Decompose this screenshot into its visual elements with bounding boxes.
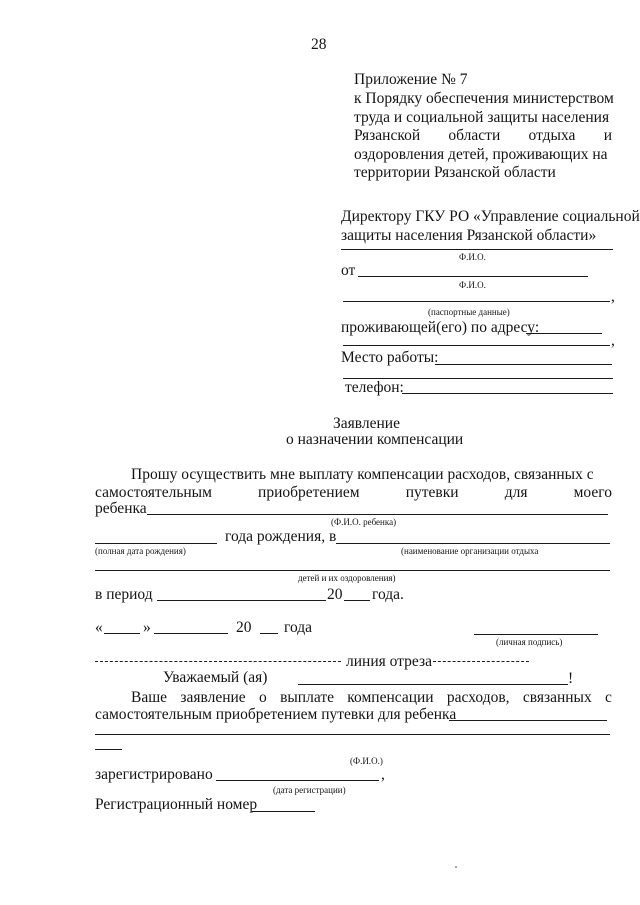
statement-line-2 (95, 485, 612, 501)
notice-child-fill-line-1 (449, 720, 607, 721)
page-number: 28 (311, 36, 327, 53)
signature-caption: (личная подпись) (496, 637, 563, 647)
org-fill-line-2 (95, 570, 610, 571)
appendix-line-3-word: отдыха (528, 127, 576, 144)
cut-line-dash-right (433, 661, 529, 662)
child-fio-caption: (Ф.И.О. ребенка) (331, 517, 397, 527)
address-fill-line-1 (526, 333, 602, 334)
notice-line-1-word: компенсации (347, 689, 434, 706)
notice-fio-caption: (Ф.И.О.) (350, 756, 383, 766)
appendix-line-5: территории Рязанской области (354, 164, 556, 181)
from-fill-line (358, 276, 588, 277)
period-fill-line (157, 600, 326, 601)
date-year-fill-line (260, 633, 278, 634)
notice-line-1 (131, 690, 612, 706)
date-month-fill-line (154, 633, 228, 634)
full-birth-date-caption: (полная дата рождения) (95, 546, 186, 556)
notice-line-1-word: заявление (180, 689, 246, 706)
fio-caption-1: Ф.И.О. (459, 252, 486, 262)
period-year-prefix: 20 (327, 586, 343, 603)
appendix-line-1: к Порядку обеспечения министерством (354, 90, 614, 107)
birth-year-text: года рождения, в (225, 528, 337, 545)
date-open-quote: « (95, 619, 103, 636)
period-year-fill-line (344, 600, 370, 601)
statement-line-2-word: моего (573, 484, 612, 501)
appendix-line-3-word: области (448, 127, 501, 144)
org-caption: (наименование организации отдыха (401, 546, 539, 556)
phone-label: телефон: (345, 379, 404, 396)
notice-line-2: самостоятельным приобретением путевки для ребенка (95, 706, 457, 723)
address-label: проживающей(его) по адресу: (341, 319, 540, 336)
reg-number-label: Регистрационный номер (95, 796, 258, 813)
appendix-line-3-word: и (603, 127, 612, 144)
period-label: в период (95, 586, 153, 603)
passport-fill-line (343, 301, 610, 302)
appendix-line-2: труда и социальной защиты населения (354, 109, 610, 126)
address-comma: , (611, 332, 615, 349)
date-day-fill-line (104, 633, 140, 634)
appendix-title: Приложение № 7 (354, 71, 468, 88)
reg-number-fill-line (252, 811, 315, 812)
statement-line-2-word: самостоятельным (95, 484, 212, 501)
statement-line-2-word: путевки (405, 484, 459, 501)
registered-comma: , (381, 766, 385, 783)
cut-line-label: линия отреза (346, 653, 432, 670)
statement-subtitle: о назначении компенсации (286, 431, 464, 448)
notice-line-1-word: выплате (280, 689, 334, 706)
statement-line-1: Прошу осуществить мне выплату компенсации расходов, связанных с (131, 466, 594, 483)
notice-child-fill-line-3 (95, 749, 122, 750)
appendix-line-3 (354, 128, 612, 144)
workplace-label: Место работы: (341, 349, 439, 366)
cut-line-dash-left (95, 661, 341, 662)
statement-line-2-word: приобретением (258, 484, 360, 501)
passport-caption: (паспортные данные) (428, 307, 510, 317)
from-label: от (341, 262, 356, 279)
reg-date-caption: (дата регистрации) (273, 785, 346, 795)
notice-name-fill-line (298, 684, 568, 685)
notice-line-1-word: о (259, 689, 267, 706)
date-close-quote: » (143, 619, 151, 636)
passport-comma: , (611, 288, 615, 305)
director-line-1: Директору ГКУ РО «Управление социальной (341, 208, 640, 225)
appendix-line-3-word: Рязанской (354, 127, 421, 144)
notice-exclamation: ! (568, 670, 574, 687)
director-line-2: защиты населения Рязанской области» (341, 227, 597, 244)
statement-title: Заявление (333, 415, 400, 432)
workplace-fill-line-1 (435, 364, 612, 365)
org-caption-2: детей и их оздоровления) (298, 573, 396, 583)
notice-child-fill-line-2 (95, 734, 610, 735)
notice-greeting: Уважаемый (ая) (163, 669, 268, 686)
phone-fill-line (402, 393, 613, 394)
period-year-suffix: года. (372, 586, 404, 603)
statement-line-2-word: для (504, 484, 528, 501)
child-fio-fill-line (147, 514, 608, 515)
registered-label: зарегистрировано (95, 766, 213, 783)
org-fill-line-1 (336, 543, 610, 544)
registered-date-fill-line (216, 780, 379, 781)
date-year-suffix: года (284, 619, 313, 636)
date-year-prefix: 20 (236, 619, 252, 636)
appendix-line-4: оздоровления детей, проживающих на (354, 146, 608, 163)
address-fill-line-2 (343, 345, 610, 346)
notice-line-1-word: расходов, (446, 689, 510, 706)
notice-line-1-word: Ваше (131, 689, 168, 706)
notice-line-1-word: связанных (522, 689, 592, 706)
notice-line-1-word: с (605, 689, 612, 706)
scan-speck (455, 866, 457, 868)
birth-date-fill-line (95, 543, 217, 544)
fio-caption-2: Ф.И.О. (459, 280, 486, 290)
statement-line-3: ребенка (95, 500, 147, 517)
fio-fill-line-1 (341, 249, 613, 250)
signature-fill-line (474, 634, 598, 635)
